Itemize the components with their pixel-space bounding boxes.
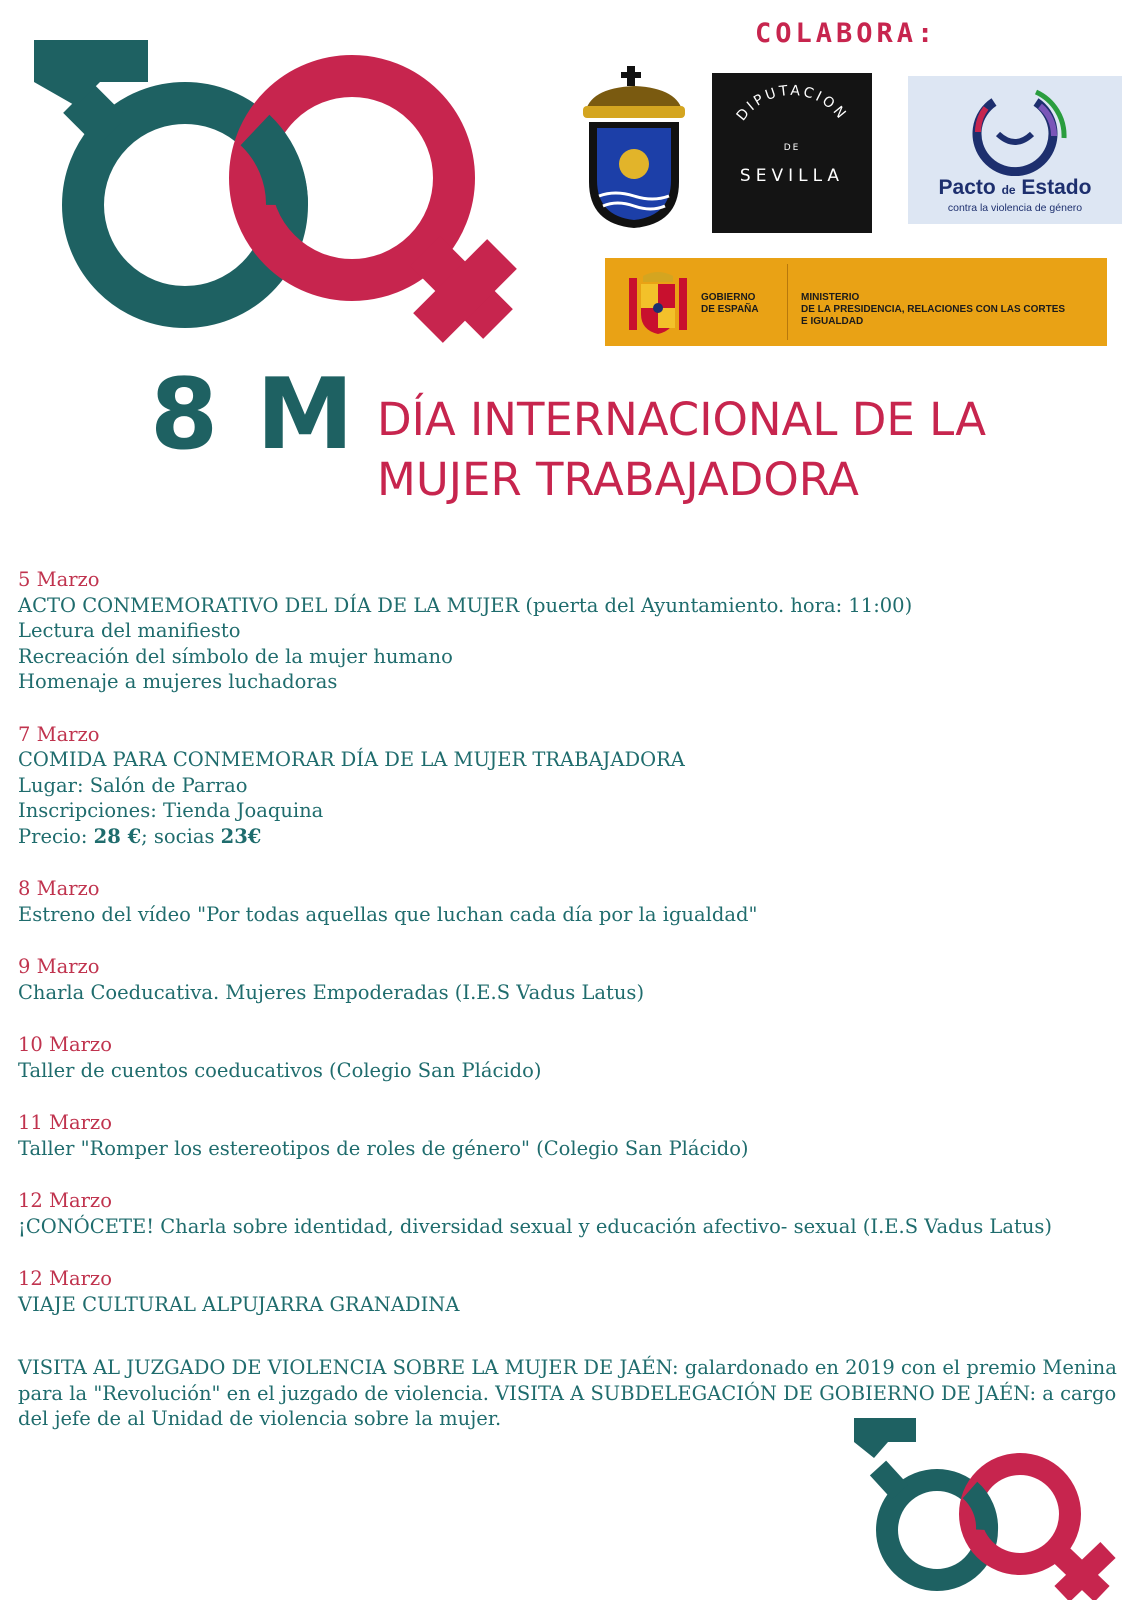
gobierno-espana-banner <box>605 258 1107 346</box>
event-line: Taller "Romper los estereotipos de roles de género" (Colegio San Plácido) <box>18 1136 749 1160</box>
diputacion-sevilla-logo <box>712 73 872 233</box>
pacto-smile-icon <box>908 76 1122 176</box>
event-line: ACTO CONMEMORATIVO DEL DÍA DE LA MUJER (puerta del Ayuntamiento. hora: 11:00) <box>18 593 913 617</box>
event-line: Taller de cuentos coeducativos (Colegio San Plácido) <box>18 1058 542 1082</box>
big-8m-title: 8 M <box>150 358 356 472</box>
event-item <box>18 1188 1118 1239</box>
pacto-estado-logo <box>908 76 1122 224</box>
price-full: 28 € <box>93 824 142 848</box>
event-date: 11 Marzo <box>18 1111 112 1134</box>
event-line: Charla Coeducativa. Mujeres Empoderadas (I.E.S Vadus Latus) <box>18 980 645 1004</box>
schedule-list <box>18 567 1118 1344</box>
event-date: 7 Marzo <box>18 722 100 746</box>
event-line: VIAJE CULTURAL ALPUJARRA GRANADINA <box>18 1292 460 1316</box>
event-date: 10 Marzo <box>18 1033 112 1056</box>
ministerio-label: MINISTERIO DE LA PRESIDENCIA, RELACIONES CON LAS CORTES E IGUALDAD <box>801 292 1066 327</box>
event-line: Inscripciones: Tienda Joaquina <box>18 799 324 822</box>
spain-coat-of-arms-icon <box>625 268 691 338</box>
event-item <box>18 1110 1118 1161</box>
event-line: Homenaje a mujeres luchadoras <box>18 670 338 693</box>
event-price: Precio: 28 €; socias 23€ <box>18 824 262 848</box>
gobierno-label: GOBIERNO DE ESPAÑA <box>701 292 759 315</box>
event-line: ¡CONÓCETE! Charla sobre identidad, diversidad sexual y educación afectivo- sexual (I.E.S Vadus Latus) <box>18 1214 1053 1238</box>
event-line: Recreación del símbolo de la mujer humano <box>18 644 453 668</box>
pacto-title: Pacto de Estado <box>938 176 1092 199</box>
gobierno-divider <box>787 264 788 340</box>
event-item <box>18 876 1118 927</box>
event-date: 12 Marzo <box>18 1267 112 1290</box>
diputacion-de: DE <box>783 143 801 153</box>
event-date: 5 Marzo <box>18 568 100 591</box>
event-line: COMIDA PARA CONMEMORAR DÍA DE LA MUJER TRABAJADORA <box>18 748 685 771</box>
event-item <box>18 722 1118 850</box>
event-line: Estreno del vídeo "Por todas aquellas que luchan cada día por la igualdad" <box>18 902 758 926</box>
svg-text:DIPUTACION <box>734 83 851 124</box>
visit-paragraph: VISITA AL JUZGADO DE VIOLENCIA SOBRE LA MUJER DE JAÉN: galardonado en 2019 con el premio Menina para la "Revolución" en el juzgado de violencia. VISITA A SUBDELEGACIÓN DE GOBIERNO DE JAÉN: a cargo del jefe de al Unidad de violencia sobre la mujer. <box>18 1356 1117 1430</box>
event-date: 12 Marzo <box>18 1189 112 1212</box>
event-title: DÍA INTERNACIONAL DE LA MUJER TRABAJADORA <box>377 393 986 506</box>
collaborators-label: COLABORA: <box>755 18 938 49</box>
municipal-crest-icon <box>575 62 693 232</box>
price-member: 23€ <box>220 824 262 848</box>
diputacion-arc-text: DIPUTACION <box>733 82 851 124</box>
diputacion-city: SEVILLA <box>739 166 845 186</box>
event-item <box>18 954 1118 1005</box>
event-item <box>18 1032 1118 1083</box>
pacto-subtitle: contra la violencia de género <box>947 202 1083 214</box>
event-date: 9 Marzo <box>18 955 100 978</box>
event-date: 8 Marzo <box>18 877 100 900</box>
event-item <box>18 567 1118 695</box>
event-item <box>18 1266 1118 1317</box>
event-line: Lugar: Salón de Parrao <box>18 773 248 797</box>
event-line: Lectura del manifiesto <box>18 619 241 642</box>
corner-gender-symbols-icon <box>852 1418 1131 1600</box>
gender-symbols-logo <box>30 10 550 370</box>
